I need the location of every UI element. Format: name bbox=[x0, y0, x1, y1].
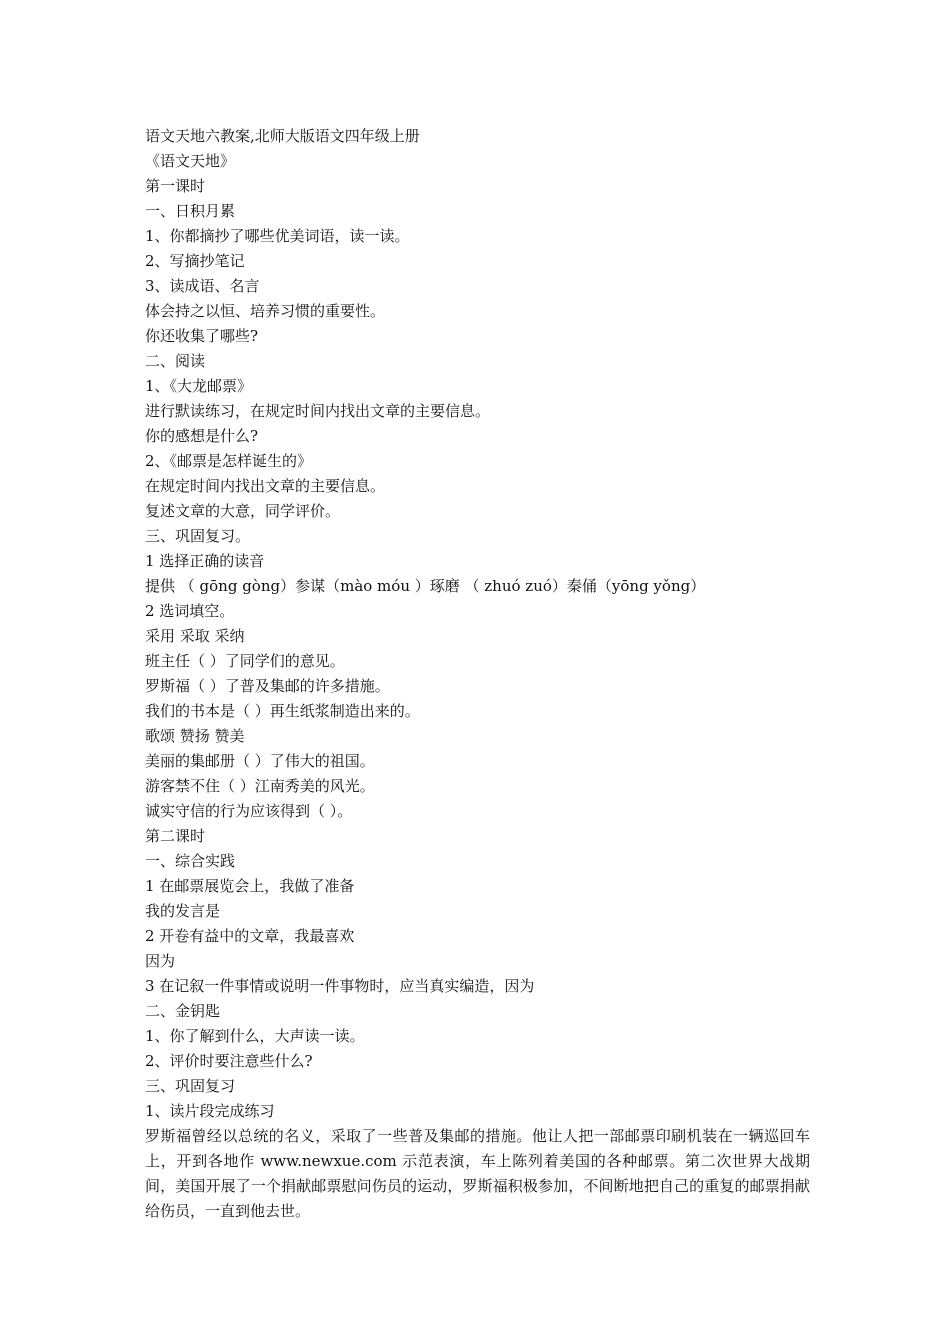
text-line: 体会持之以恒、培养习惯的重要性。 bbox=[145, 302, 386, 320]
text-line: 罗斯福（ ）了普及集邮的许多措施。 bbox=[145, 677, 390, 695]
text-line: 三、巩固复习 bbox=[145, 1077, 236, 1095]
section-heading: 第一课时 bbox=[145, 177, 206, 195]
text-line: 3 在记叙一件事情或说明一件事物时，应当真实编造，因为 bbox=[145, 977, 535, 995]
text-line: 1、《大龙邮票》 bbox=[145, 377, 253, 395]
reading-passage: 罗斯福曾经以总统的名义，采取了一些普及集邮的措施。他让人把一部邮票印刷机装在一辆巡回车上，开到各地作 www.newxue.com 示范表演，车上陈列着美国的各种邮票。第二次世界大战期间，美国开展了一个捐献邮票慰问伤员的运动，罗斯福积极参加，不间断地把自己的重复的邮票捐献给伤员，一直到他去世。 bbox=[145, 1127, 810, 1220]
text-line: 游客禁不住（ ）江南秀美的风光。 bbox=[145, 777, 375, 795]
text-line: 二、阅读 bbox=[145, 352, 206, 370]
section-heading: 第二课时 bbox=[145, 827, 206, 845]
text-line: 诚实守信的行为应该得到（ ）。 bbox=[145, 802, 353, 820]
doc-title: 语文天地六教案,北师大版语文四年级上册 bbox=[145, 127, 420, 145]
text-line: 1、你了解到什么，大声读一读。 bbox=[145, 1027, 365, 1045]
text-line: 1 在邮票展览会上，我做了准备 bbox=[145, 877, 355, 895]
text-line: 采用 采取 采纳 bbox=[145, 627, 245, 645]
text-line: 三、巩固复习。 bbox=[145, 527, 251, 545]
text-line: 一、综合实践 bbox=[145, 852, 236, 870]
text-line: 2 选词填空。 bbox=[145, 602, 235, 620]
text-line: 二、金钥匙 bbox=[145, 1002, 221, 1020]
text-line: 2 开卷有益中的文章，我最喜欢 bbox=[145, 927, 355, 945]
text-line: 1 选择正确的读音 bbox=[145, 552, 265, 570]
text-line: 班主任（ ）了同学们的意见。 bbox=[145, 652, 345, 670]
text-line: 我们的书本是（ ）再生纸浆制造出来的。 bbox=[145, 702, 420, 720]
text-line: 因为 bbox=[145, 952, 176, 970]
text-line: 1、你都摘抄了哪些优美词语，读一读。 bbox=[145, 227, 410, 245]
text-line: 美丽的集邮册（ ）了伟大的祖国。 bbox=[145, 752, 375, 770]
text-line: 在规定时间内找出文章的主要信息。 bbox=[145, 477, 386, 495]
text-line: 你还收集了哪些? bbox=[145, 327, 259, 345]
text-line: 2、评价时要注意些什么? bbox=[145, 1052, 313, 1070]
text-line: 3、读成语、名言 bbox=[145, 277, 260, 295]
text-line: 复述文章的大意，同学评价。 bbox=[145, 502, 341, 520]
text-line: 2、《邮票是怎样诞生的》 bbox=[145, 452, 313, 470]
doc-subtitle: 《语文天地》 bbox=[145, 152, 236, 170]
text-line: 歌颂 赞扬 赞美 bbox=[145, 727, 245, 745]
pinyin-line: 提供 （ gōng gòng）参谋（mào móu ）琢磨 （ zhuó zuó）秦俑（yōng yǒng） bbox=[145, 577, 706, 595]
text-line: 我的发言是 bbox=[145, 902, 221, 920]
text-line: 进行默读练习，在规定时间内找出文章的主要信息。 bbox=[145, 402, 491, 420]
text-line: 1、读片段完成练习 bbox=[145, 1102, 275, 1120]
text-line: 一、日积月累 bbox=[145, 202, 236, 220]
text-line: 你的感想是什么? bbox=[145, 427, 259, 445]
text-line: 2、写摘抄笔记 bbox=[145, 252, 245, 270]
document-page bbox=[145, 124, 810, 1224]
